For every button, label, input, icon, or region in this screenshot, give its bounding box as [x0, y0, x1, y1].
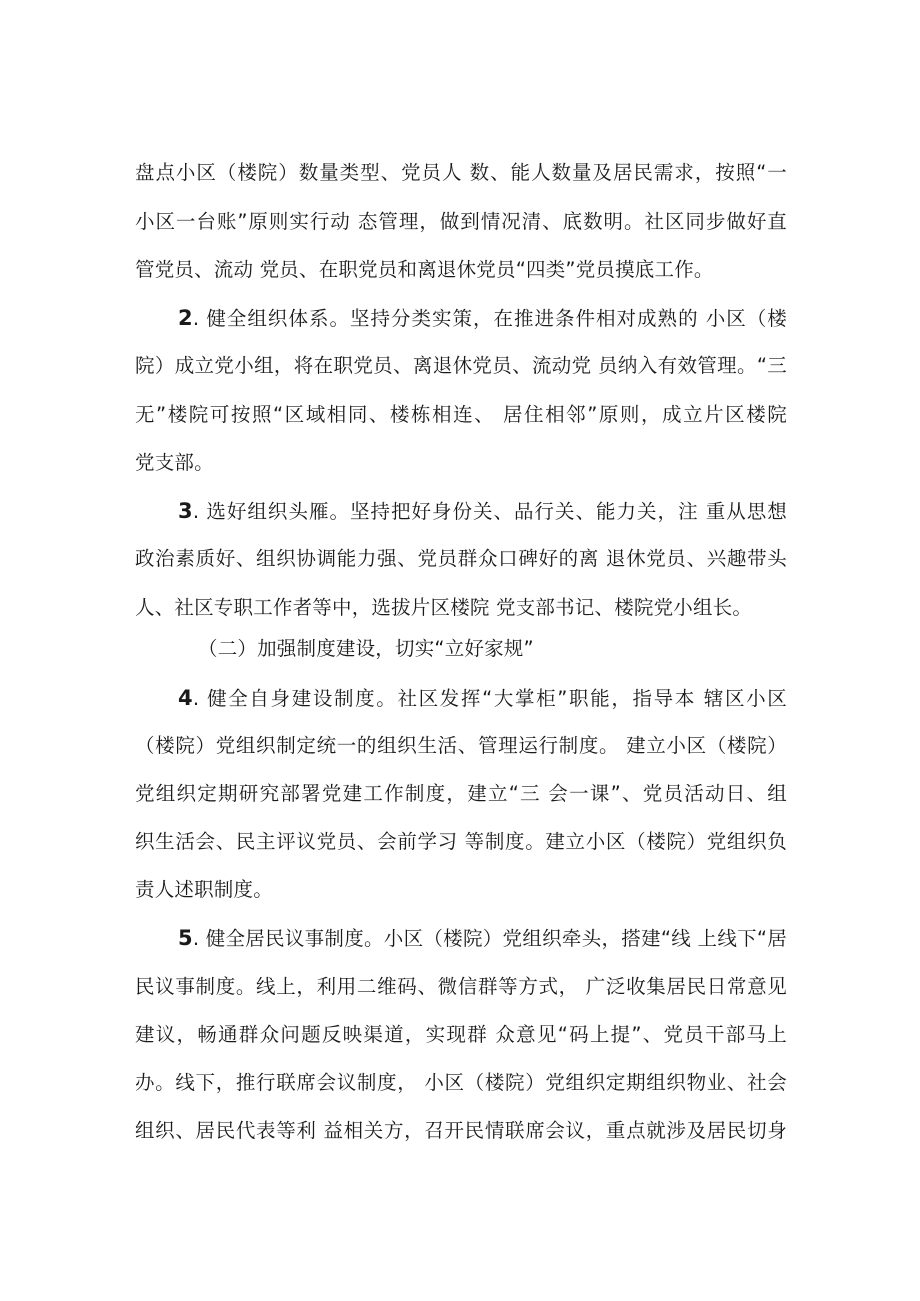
paragraph-1-line-3: 管党员、流动 党员、在职党员和离退休党员“四类”党员摸底工作。	[135, 258, 714, 281]
paragraph-2-line-3: 无”楼院可按照“区域相同、楼栋相连、 居住相邻”原则，成立片区楼院	[135, 403, 787, 426]
paragraph-5-line-3: 建议，畅通群众问题反映渠道，实现群 众意见“码上提”、党员干部马上	[135, 1023, 787, 1046]
paragraph-4-line-1-text: . 健全自身建设制度。社区发挥“大掌柜”职能，指导本 辖区小区	[192, 687, 787, 710]
paragraph-4-line-3: 党组织定期研究部署党建工作制度，建立“三 会一课”、党员活动日、组	[135, 782, 787, 805]
paragraph-5-line-2: 民议事制度。线上，利用二维码、微信群等方式， 广泛收集居民日常意见	[135, 975, 787, 998]
paragraph-2-line-4: 党支部。	[135, 451, 214, 474]
paragraph-3-line-2: 政治素质好、组织协调能力强、党员群众口碑好的离 退休党员、兴趣带头	[135, 547, 787, 570]
paragraph-3-line-3: 人、社区专职工作者等中，选拔片区楼院 党支部书记、楼院党小组长。	[135, 596, 753, 619]
paragraph-5-line-5: 组织、居民代表等利 益相关方，召开民情联席会议，重点就涉及居民切身	[135, 1119, 787, 1142]
paragraph-3-line-1	[178, 499, 787, 524]
section-heading-2: （二）加强制度建设，切实“立好家规”	[198, 637, 534, 660]
paragraph-3-line-1-text: . 选好组织头雁。坚持把好身份关、品行关、能力关，注 重从思想	[192, 500, 787, 523]
paragraph-4-line-4: 织生活会、民主评议党员、会前学习 等制度。建立小区（楼院）党组织负	[135, 830, 787, 853]
item-number-3: 3	[178, 499, 193, 523]
paragraph-1-line-2: 小区一台账”原则实行动 态管理，做到情况清、底数明。社区同步做好直	[135, 210, 787, 233]
paragraph-1-line-1: 盘点小区（楼院）数量类型、党员人 数、能人数量及居民需求，按照“一	[135, 161, 787, 184]
item-number-5: 5	[178, 926, 193, 950]
paragraph-5-line-4: 办。线下，推行联席会议制度， 小区（楼院）党组织定期组织物业、社会	[135, 1071, 787, 1094]
paragraph-2-line-1-text: . 健全组织体系。坚持分类实策，在推进条件相对成熟的 小区（楼	[192, 307, 787, 330]
paragraph-2-line-2: 院）成立党小组，将在职党员、离退休党员、流动党 员纳入有效管理。“三	[135, 354, 787, 377]
paragraph-4-line-5: 责人述职制度。	[135, 878, 273, 901]
paragraph-2-line-1	[178, 306, 787, 331]
item-number-4: 4	[178, 686, 193, 710]
paragraph-4-line-2: （楼院）党组织制定统一的组织生活、管理运行制度。 建立小区（楼院）	[135, 734, 787, 757]
paragraph-4-line-1	[178, 686, 787, 711]
paragraph-5-line-1	[178, 926, 787, 951]
paragraph-5-line-1-text: . 健全居民议事制度。小区（楼院）党组织牵头，搭建“线 上线下“居	[192, 927, 787, 950]
item-number-2: 2	[178, 306, 193, 330]
